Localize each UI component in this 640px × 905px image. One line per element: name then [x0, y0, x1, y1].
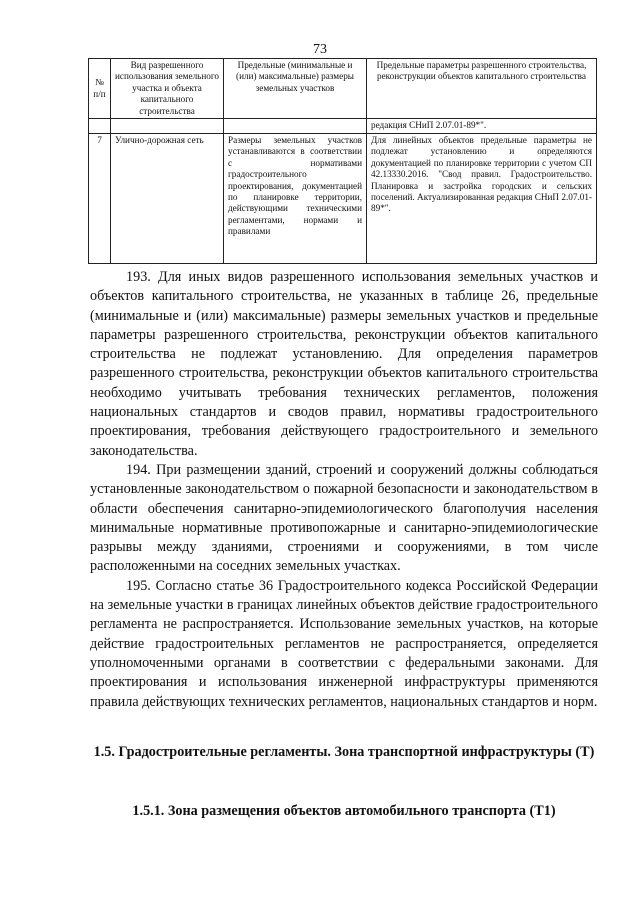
paragraph-195: 195. Согласно статье 36 Градостроительного кодекса Российской Федерации на земельные участки в границах линейных объектов действие градостроительного регламента не распространяется. Использование земельных участков, на которые действие градостроительных регламентов не распространяется, определяется уполномоченными органами в соответствии с федеральными законами. Для проектирования и использования инженерной инфраструктуры применяются правила действующих технических регламентов, национальных стандартов и норм.	[90, 577, 598, 710]
row-number: 7	[89, 134, 111, 264]
table-row	[89, 134, 597, 264]
header-number: № п/п	[89, 59, 111, 119]
carry-text: редакция СНиП 2.07.01-89*".	[367, 119, 597, 134]
table-header-row	[89, 59, 597, 119]
header-plot-sizes: Предельные (минимальные и (или) максимальные) размеры земельных участков	[224, 59, 367, 119]
body-text	[90, 268, 598, 712]
paragraph-193: 193. Для иных видов разрешенного использования земельных участков и объектов капитального строительства, не указанных в таблице 26, предельные (минимальные и (или) максимальные) размеры земельных участков и предельные параметры разрешенного строительства, реконструкции объектов капитального строительства не подлежат установлению. Для определения параметров разрешенного строительства, реконструкции объектов капитального строительства необходимо учитывать требования технических регламентов, положения национальных стандартов и сводов правил, нормативы градостроительного проектирования, требования действующего градостроительного и земельного законодательства.	[90, 269, 598, 459]
subsection-heading: 1.5.1. Зона размещения объектов автомобильного транспорта (Т1)	[132, 803, 556, 819]
page-number: 73	[313, 42, 327, 57]
table-row-carry	[89, 119, 597, 134]
row-build-params: Для линейных объектов предельные параметры не подлежат установлению и определяются документацией по планировке территории с учетом СП 42.13330.2016. "Свод правил. Градостроительство. Планировка и застройка городских и сельских поселений. Актуализированная редакция СНиП 2.07.01-89*".	[367, 134, 597, 264]
header-build-params: Предельные параметры разрешенного строительства, реконструкции объектов капитального строительства	[367, 59, 597, 119]
header-use-type: Вид разрешенного использования земельного участка и объекта капитального строительства	[111, 59, 224, 119]
regulations-table	[88, 58, 597, 264]
row-plot-sizes: Размеры земельных участков устанавливаются в соответствии с нормативами градостроительного проектирования, документацией по планировке территории, действующими техническими регламентами, нормами и правилами	[224, 134, 367, 264]
paragraph-194: 194. При размещении зданий, строений и сооружений должны соблюдаться установленные законодательством о пожарной безопасности и законодательством в области обеспечения санитарно-эпидемиологического благополучия населения минимальные нормативные противопожарные и санитарно-эпидемиологические разрывы между зданиями, строениями и сооружениями, в том числе расположенными на соседних земельных участках.	[90, 461, 598, 575]
section-heading: 1.5. Градостроительные регламенты. Зона транспортной инфраструктуры (Т)	[93, 744, 595, 760]
row-use-type: Улично-дорожная сеть	[111, 134, 224, 264]
